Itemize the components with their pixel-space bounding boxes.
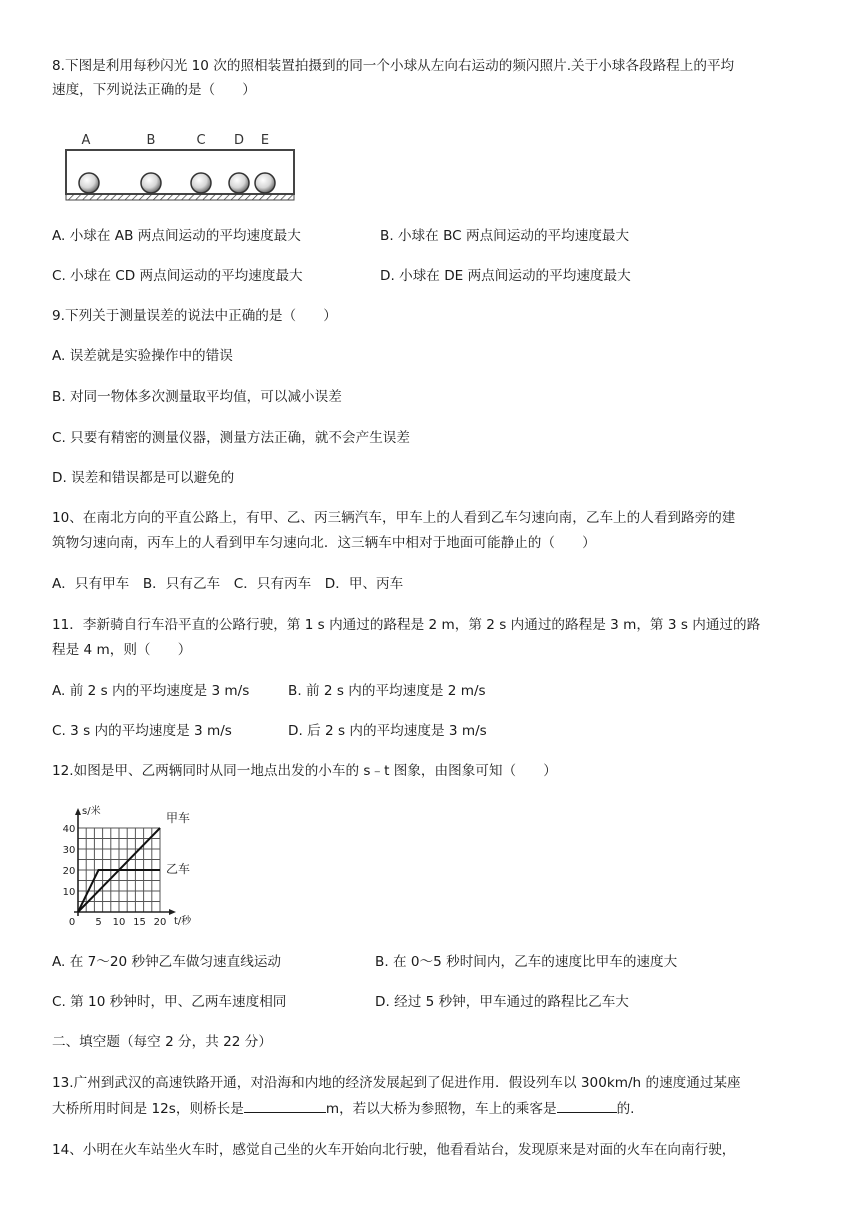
ball-b (141, 173, 161, 193)
q11-stem-line2: 程是 4 m，则（ ） (52, 642, 192, 658)
q11-option-a: A. 前 2 s 内的平均速度是 3 m/s (52, 683, 250, 699)
ball-e (255, 173, 275, 193)
q9-option-a: A. 误差就是实验操作中的错误 (52, 348, 233, 364)
ball-c (191, 173, 211, 193)
q12-option-d: D. 经过 5 秒钟，甲车通过的路程比乙车大 (375, 994, 629, 1010)
label-a: A (81, 133, 91, 148)
y-axis-arrow (75, 808, 81, 815)
ball-d (229, 173, 249, 193)
y-tick-30: 30 (62, 845, 76, 856)
q10-stem-line1: 10、在南北方向的平直公路上，有甲、乙、丙三辆汽车，甲车上的人看到乙车匀速向南，乙车上的人看到路旁的建 (52, 510, 736, 526)
q8-strobe-figure (62, 128, 298, 204)
label-b: B (146, 133, 156, 148)
x-tick-5: 5 (95, 917, 102, 928)
q13-blank-2[interactable] (557, 1098, 617, 1113)
q11-option-b: B. 前 2 s 内的平均速度是 2 m/s (288, 683, 486, 699)
q8-stem-line2: 速度，下列说法正确的是（ ） (52, 82, 256, 98)
q9-option-b: B. 对同一物体多次测量取平均值，可以减小误差 (52, 389, 342, 405)
q10-stem-line2: 筑物匀速向南，丙车上的人看到甲车匀速向北．这三辆车中相对于地面可能静止的（ ） (52, 535, 596, 551)
q12-option-c: C. 第 10 秒钟时，甲、乙两车速度相同 (52, 994, 287, 1010)
q8-stem-line1: 8.下图是利用每秒闪光 10 次的照相装置拍摄到的同一个小球从左向右运动的频闪照片.关于小球各段路程上的平均 (52, 58, 735, 74)
x-axis-label: t/秒 (174, 916, 192, 927)
q14-stem-line1: 14、小明在火车站坐火车时，感觉自己坐的火车开始向北行驶，他看看站台，发现原来是对面的火车在向南行驶， (52, 1142, 736, 1158)
q11-stem-line1: 11．李新骑自行车沿平直的公路行驶，第 1 s 内通过的路程是 2 m，第 2 s 内通过的路程是 3 m，第 3 s 内通过的路 (52, 617, 761, 633)
section-heading: 二、填空题（每空 2 分，共 22 分） (52, 1034, 272, 1050)
x-axis-arrow (169, 909, 176, 915)
label-c: C (196, 133, 206, 148)
x-tick-15: 15 (133, 917, 146, 928)
q13-stem-line1: 13.广州到武汉的高速铁路开通，对沿海和内地的经济发展起到了促进作用．假设列车以 300km/h 的速度通过某座 (52, 1075, 741, 1091)
y-axis-label: s/米 (82, 806, 101, 817)
q9-option-d: D. 误差和错误都是可以避免的 (52, 470, 235, 486)
q12-st-graph (54, 800, 204, 930)
label-d: D (233, 133, 245, 148)
q12-option-a: A. 在 7～20 秒钟乙车做匀速直线运动 (52, 954, 282, 970)
q8-option-c: C. 小球在 CD 两点间运动的平均速度最大 (52, 268, 303, 284)
q11-option-d: D. 后 2 s 内的平均速度是 3 m/s (288, 723, 487, 739)
ball-a (79, 173, 99, 193)
q13-blank-1[interactable] (244, 1098, 326, 1113)
q8-option-a: A. 小球在 AB 两点间运动的平均速度最大 (52, 228, 301, 244)
q13-text-c: 的. (616, 1101, 635, 1117)
q13-stem-line2 (52, 1098, 635, 1119)
q12-stem: 12.如图是甲、乙两辆同时从同一地点出发的小车的 s﹣t 图象，由图象可知（ ） (52, 763, 557, 779)
q10-options: A．只有甲车 B．只有乙车 C．只有丙车 D．甲、丙车 (52, 576, 404, 592)
q8-option-b: B. 小球在 BC 两点间运动的平均速度最大 (380, 228, 630, 244)
q13-text-a: 大桥所用时间是 12s，则桥长是 (52, 1101, 244, 1117)
q12-option-b: B. 在 0～5 秒时间内，乙车的速度比甲车的速度大 (375, 954, 678, 970)
y-tick-0: 0 (68, 917, 76, 928)
x-tick-10: 10 (112, 917, 126, 928)
q11-option-c: C. 3 s 内的平均速度是 3 m/s (52, 723, 232, 739)
series-yi-label: 乙车 (166, 862, 191, 876)
q13-text-b: m，若以大桥为参照物，车上的乘客是 (325, 1101, 557, 1117)
q9-stem: 9.下列关于测量误差的说法中正确的是（ ） (52, 308, 337, 324)
q8-option-d: D. 小球在 DE 两点间运动的平均速度最大 (380, 268, 631, 284)
label-e: E (260, 133, 270, 148)
x-tick-20: 20 (153, 917, 167, 928)
y-tick-10: 10 (62, 887, 76, 898)
series-jia-label: 甲车 (166, 811, 191, 825)
y-tick-40: 40 (62, 824, 76, 835)
q9-option-c: C. 只要有精密的测量仪器，测量方法正确，就不会产生误差 (52, 430, 410, 446)
y-tick-20: 20 (62, 866, 76, 877)
